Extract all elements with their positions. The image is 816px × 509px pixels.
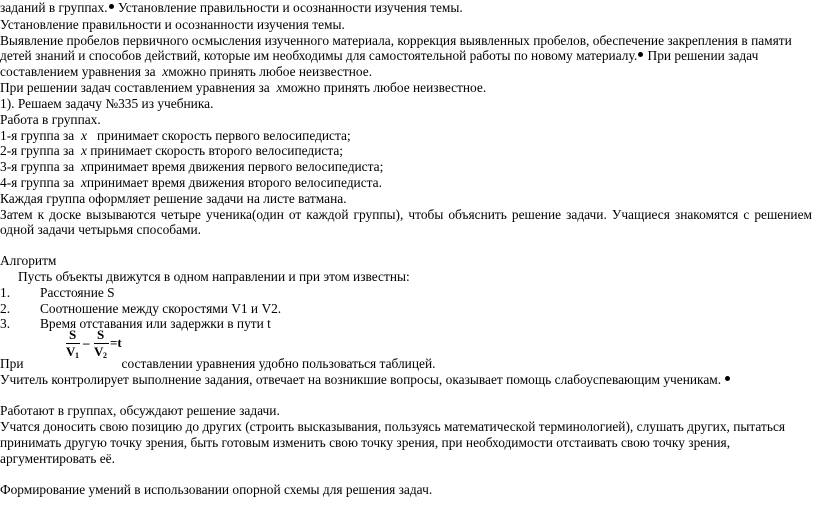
text-line-19: Учатся доносить свою позицию до других (строить высказывания, пользуясь математической терминологией), слушать других, пытаться: [0, 419, 786, 434]
text-line-21: аргументировать её.: [0, 451, 115, 466]
text-line-14: Затем к доске вызываются четыре ученика(один от каждой группы), чтобы объяснить решение задачи. Учащиеся знакомятся с решением: [0, 207, 812, 222]
text-line-15: одной задачи четырьмя способами.: [0, 222, 202, 237]
algorithm-heading: Алгоритм: [0, 253, 57, 268]
text-line-4: детей знаний и способов действий, которые им необходимы для самостоятельной работы по новому материалу. При решении задач: [0, 48, 759, 63]
text-line-5: составлением уравнения за xможно принять любое неизвестное.: [0, 64, 373, 79]
text-line-16: При составлении уравнения удобно пользоваться таблицей.: [0, 356, 436, 371]
text-line-13: Каждая группа оформляет решение задачи на листе ватмана.: [0, 191, 347, 206]
text-line-18: Работают в группах, обсуждают решение задачи.: [0, 403, 280, 418]
text-line-6: При решении задач составлением уравнения за xможно принять любое неизвестное.: [0, 80, 487, 95]
text-line-22: Формирование умений в использовании опорной схемы для решения задач.: [0, 482, 433, 497]
text-line-3: Выявление пробелов первичного осмысления изученного материала, коррекция выявленных пробелов, обеспечение закрепления в памяти: [0, 33, 792, 48]
formula-image: S V 1 – S V 2 =t: [66, 327, 122, 360]
text-line-11: 3-я группа за xпринимает время движения первого велосипедиста;: [0, 159, 384, 174]
text-line-1: заданий в группах. Установление правильности и осознанности изучения темы.: [0, 0, 463, 15]
text-line-10: 2-я группа за x принимает скорость второго велосипедиста;: [0, 143, 343, 158]
text-line-9: 1-я группа за x принимает скорость первого велосипедиста;: [0, 128, 351, 143]
text-line-8: Работа в группах.: [0, 112, 101, 127]
text-line-12: 4-я группа за xпринимает время движения второго велосипедиста.: [0, 175, 382, 190]
text-line-20: принимать другую точку зрения, быть готовым изменить свою точку зрения, при необходимости отстаивать свою точку зрения,: [0, 435, 731, 450]
text-line-17: Учитель контролирует выполнение задания, отвечает на возникшие вопросы, оказывает помощь слабоуспевающим ученикам.: [0, 372, 731, 387]
bullet-dot: [638, 52, 643, 57]
algorithm-intro: Пусть объекты движутся в одном направлении и при этом известны:: [18, 269, 410, 284]
list-item-3: 3. Время отставания или задержки в пути t: [0, 316, 271, 331]
text-line-2: Установление правильности и осознанности изучения темы.: [0, 17, 345, 32]
text-line-7: 1). Решаем задачу №335 из учебника.: [0, 96, 214, 111]
bullet-dot: [725, 376, 730, 381]
bullet-dot: [109, 4, 114, 9]
list-item-1: 1. Расстояние S: [0, 285, 115, 300]
list-item-2: 2. Соотношение между скоростями V1 и V2.: [0, 301, 282, 316]
